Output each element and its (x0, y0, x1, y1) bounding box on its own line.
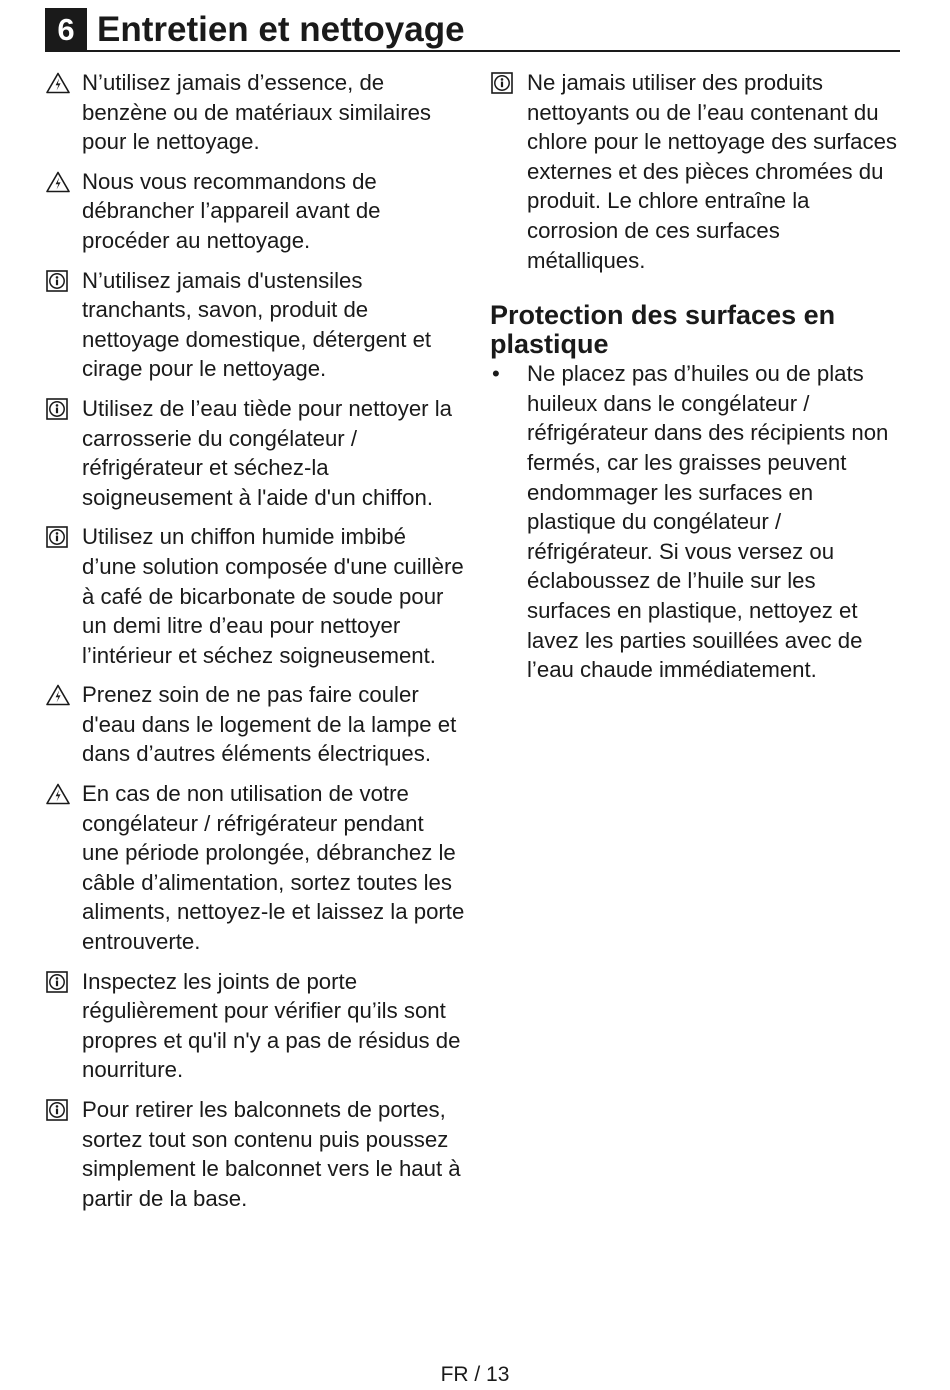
section-title: Entretien et nettoyage (97, 10, 465, 49)
subsection-heading: Protection des surfaces en plastique (490, 300, 836, 360)
bullet-text: Ne placez pas d’huiles ou de plats huileux dans le congélateur / réfrigérateur dans des récipients non fermés, car les graisses peuvent endommager les surfaces en plastique du congélateur / réfrigérateur. Si vous versez ou éclaboussez de l’huile sur les surfaces en plastique, nettoyez et lavez les parties souillées avec de l’eau chaude immédiatement. (527, 361, 889, 683)
safety-note-text: En cas de non utilisation de votre congélateur / réfrigérateur pendant une période prolongée, débranchez le câble d’alimentation, sortez toutes les aliments, nettoyez-le et laissez la porte entrouverte. (82, 781, 465, 955)
safety-note-text: N’utilisez jamais d’essence, de benzène ou de matériaux similaires pour le nettoyage. (82, 70, 432, 155)
safety-note (45, 779, 465, 957)
info-note-text: N’utilisez jamais d'ustensiles tranchants, savon, produit de nettoyage domestique, détergent et cirage pour le nettoyage. (82, 267, 432, 382)
info-icon (46, 270, 70, 292)
info-icon (46, 398, 70, 420)
info-note-text: Pour retirer les balconnets de portes, sortez tout son contenu puis poussez simplement le balconnet vers le haut à partir de la base. (82, 1097, 461, 1211)
page-number: FR / 13 (440, 1363, 510, 1386)
bullet-marker: • (492, 361, 500, 387)
info-icon (46, 526, 70, 548)
info-note (45, 967, 465, 1085)
safety-note-text: Prenez soin de ne pas faire couler d'eau dans le logement de la lampe et dans d’autres éléments électriques. (82, 682, 457, 767)
info-note (45, 394, 465, 512)
info-note-text: Utilisez de l’eau tiède pour nettoyer la carrosserie du congélateur / réfrigérateur et séchez-la soigneusement à l'aide d'un chiffon. (82, 395, 453, 510)
safety-note (45, 68, 465, 157)
info-note-text: Ne jamais utiliser des produits nettoyants ou de l’eau contenant du chlore pour le nettoyage des surfaces externes et des pièces chromées du produit. Le chlore entraîne la corrosion de ces surfaces métalliques. (527, 70, 898, 273)
right-column (490, 68, 902, 685)
safety-note (45, 167, 465, 256)
info-note (490, 68, 902, 275)
info-note (45, 1095, 465, 1213)
warning-icon (46, 72, 70, 94)
warning-icon (46, 783, 70, 805)
info-note (45, 266, 465, 384)
warning-icon (46, 171, 70, 193)
safety-note (45, 680, 465, 769)
info-note-text: Inspectez les joints de porte régulièrement pour vérifier qu’ils sont propres et qu'il n'y a pas de résidus de nourriture. (82, 968, 461, 1083)
bullet-list-item (490, 359, 902, 685)
left-column (45, 68, 465, 1223)
safety-note-text: Nous vous recommandons de débrancher l’appareil avant de procéder au nettoyage. (82, 168, 381, 253)
info-icon (46, 971, 70, 993)
info-note (45, 522, 465, 670)
warning-icon (46, 684, 70, 706)
section-number-badge: 6 (45, 8, 87, 52)
section-header (45, 8, 900, 52)
info-icon (491, 72, 515, 94)
info-note-text: Utilisez un chiffon humide imbibé d’une solution composée d'une cuillère à café de bicarbonate de soude pour un demi litre d’eau pour nettoyer l’intérieur et séchez soigneusement. (82, 524, 464, 668)
info-icon (46, 1099, 70, 1121)
